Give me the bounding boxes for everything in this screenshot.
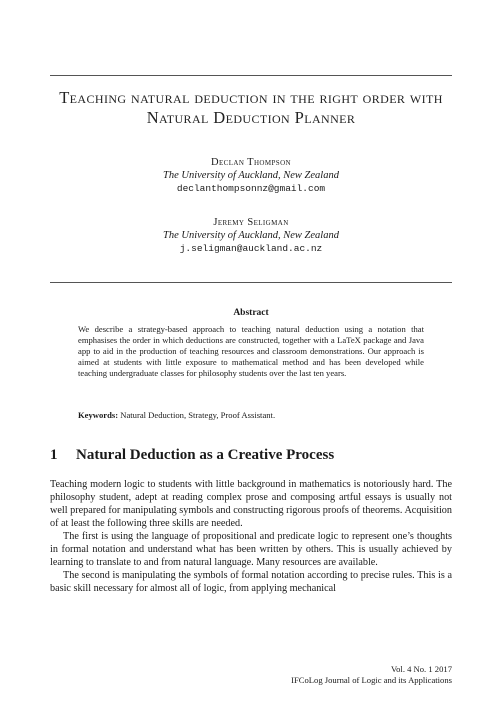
author-name: Jeremy Seligman: [213, 217, 289, 228]
keywords-line: [78, 410, 424, 421]
author-affiliation: The University of Auckland, New Zealand: [163, 170, 339, 181]
author-block-2: [50, 216, 452, 255]
body-paragraph: Teaching modern logic to students with little background in mathematics is notoriously hard. The philosophy student, adept at reading complex prose and composing artful essays is usually not well prepared for manipulating symbols and constructing rigorous proofs of theorems. Acquisition of at least the following three skills are needed.: [50, 479, 452, 529]
author-block-1: [50, 156, 452, 195]
author-affiliation: The University of Auckland, New Zealand: [163, 230, 339, 241]
footer-volume: Vol. 4 No. 1 2017: [391, 664, 452, 674]
author-name: Declan Thompson: [211, 157, 291, 168]
paper-title: Teaching natural deduction in the right order with Natural Deduction Planner: [59, 88, 443, 127]
section-body: [50, 478, 452, 595]
section-number: 1: [50, 447, 58, 463]
section-heading: [50, 446, 452, 464]
body-paragraph: The second is manipulating the symbols of formal notation according to precise rules. This is a basic skill necessary for almost all of logic, from applying mechanical: [50, 570, 452, 594]
author-email[interactable]: declanthompsonnz@gmail.com: [176, 183, 326, 194]
body-paragraph: The first is using the language of propositional and predicate logic to represent one’s thoughts in formal notation and understand what has been written by others. This is usually achieved by learning to translate to and from natural language. Many resources are available.: [50, 531, 452, 568]
author-email[interactable]: j.seligman@auckland.ac.nz: [179, 243, 323, 254]
keywords-label: Keywords:: [78, 410, 119, 420]
footer-journal: IFCoLog Journal of Logic and its Applications: [291, 675, 452, 685]
top-rule: [50, 75, 452, 76]
abstract-text: We describe a strategy-based approach to teaching natural deduction using a notation that emphasises the order in which deductions are constructed, together with a LaTeX package and Java app to aid in the production of teaching resources and classroom demonstrations. Our approach is aimed at students with little exposure to mathematical method and has been developed while teaching undergraduate classes for philosophy students over the last ten years.: [78, 324, 424, 379]
abstract-heading: Abstract: [233, 308, 269, 318]
keywords-list: Natural Deduction, Strategy, Proof Assistant.: [120, 410, 276, 420]
mid-rule: [50, 282, 452, 283]
page-footer: [291, 664, 452, 686]
section-title: Natural Deduction as a Creative Process: [76, 447, 335, 463]
